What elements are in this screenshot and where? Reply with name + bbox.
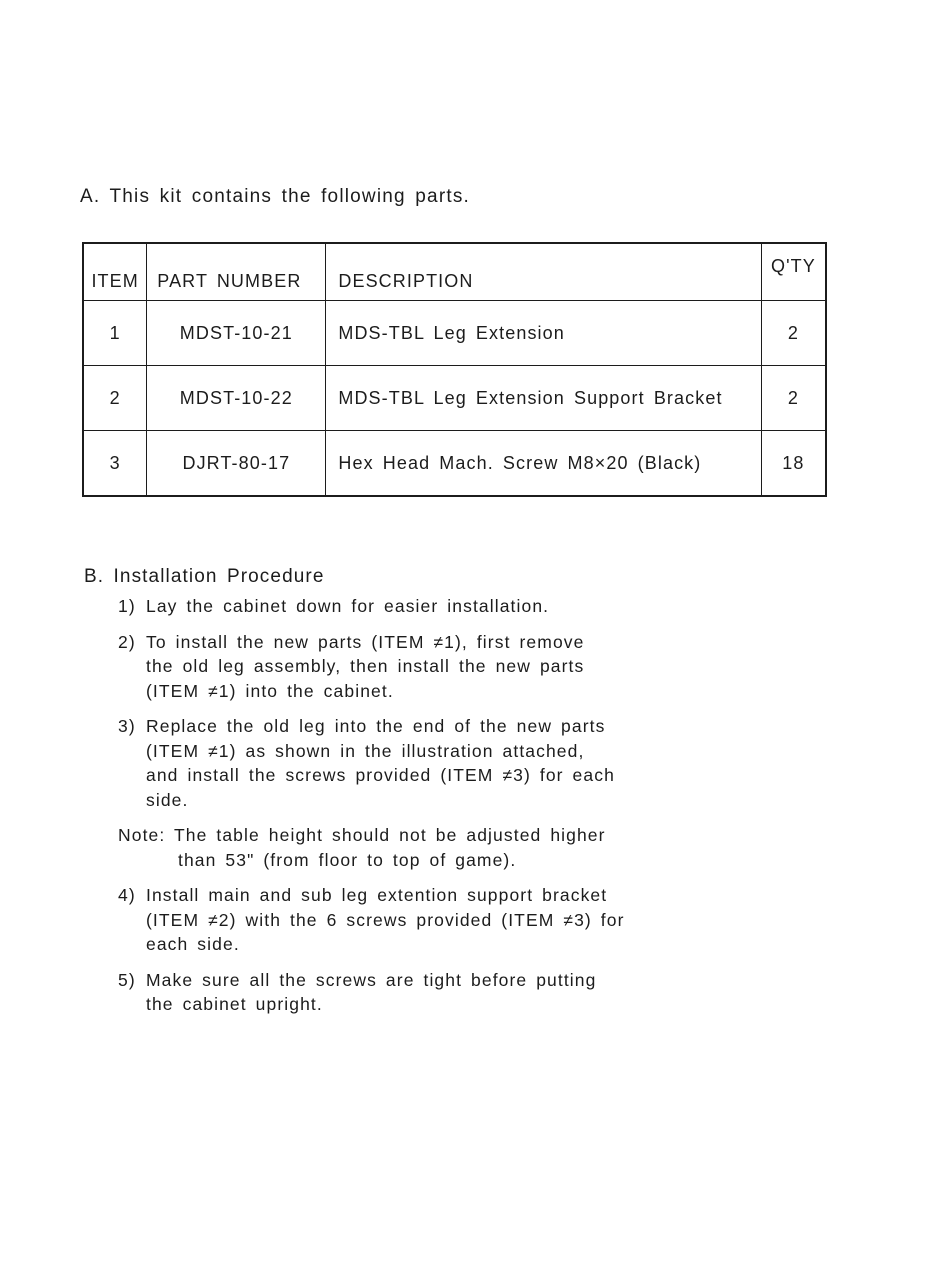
step-text: Lay the cabinet down for easier installation. (146, 596, 550, 616)
step-number: 5) (118, 969, 136, 990)
header-description: DESCRIPTION (326, 243, 761, 301)
parts-table (82, 242, 827, 497)
cell-part-number: MDST-10-22 (147, 366, 326, 431)
cell-description: MDS-TBL Leg Extension (326, 301, 761, 366)
step-text: To install the new parts (ITEM ≠1), first remove the old leg assembly, then install the new parts (ITEM ≠1) into the cabinet. (146, 631, 585, 701)
table-header-row (83, 243, 826, 301)
step-5 (118, 968, 678, 1017)
step-number: 4) (118, 885, 136, 905)
table-row (83, 431, 826, 497)
step-2 (118, 630, 678, 704)
step-text: Install main and sub leg extention support bracket (ITEM ≠2) with the 6 screws provided (ITEM ≠3) for each side. (146, 885, 625, 954)
table-row (83, 366, 826, 431)
section-a-heading: A. This kit contains the following parts. (80, 186, 471, 207)
step-1 (118, 594, 678, 619)
cell-part-number: DJRT-80-17 (147, 431, 326, 497)
header-qty: Q'TY (761, 243, 826, 301)
cell-item: 3 (83, 431, 147, 497)
step-4 (118, 883, 678, 957)
cell-item: 2 (83, 366, 147, 431)
step-number: 2) (118, 631, 136, 652)
cell-description: MDS-TBL Leg Extension Support Bracket (326, 366, 761, 431)
cell-description: Hex Head Mach. Screw M8×20 (Black) (326, 431, 761, 497)
note-line-1: Note: The table height should not be adjusted higher (118, 825, 606, 845)
table-row (83, 301, 826, 366)
note (118, 823, 678, 872)
step-number: 3) (118, 716, 136, 736)
cell-part-number: MDST-10-21 (147, 301, 326, 366)
header-item: ITEM (83, 243, 147, 301)
step-number: 1) (118, 596, 136, 616)
installation-steps (118, 594, 678, 1028)
step-text: Replace the old leg into the end of the new parts (ITEM ≠1) as shown in the illustration attached, and install the screws provided (ITEM ≠3) for each side. (146, 716, 615, 810)
cell-qty: 2 (761, 301, 826, 366)
cell-item: 1 (83, 301, 147, 366)
section-b-heading: B. Installation Procedure (84, 566, 325, 587)
cell-qty: 18 (761, 431, 826, 497)
note-line-2: than 53" (from floor to top of game). (178, 849, 517, 870)
step-text: Make sure all the screws are tight before putting the cabinet upright. (146, 969, 597, 1014)
header-part-number: PART NUMBER (147, 243, 326, 301)
step-3 (118, 714, 678, 812)
cell-qty: 2 (761, 366, 826, 431)
